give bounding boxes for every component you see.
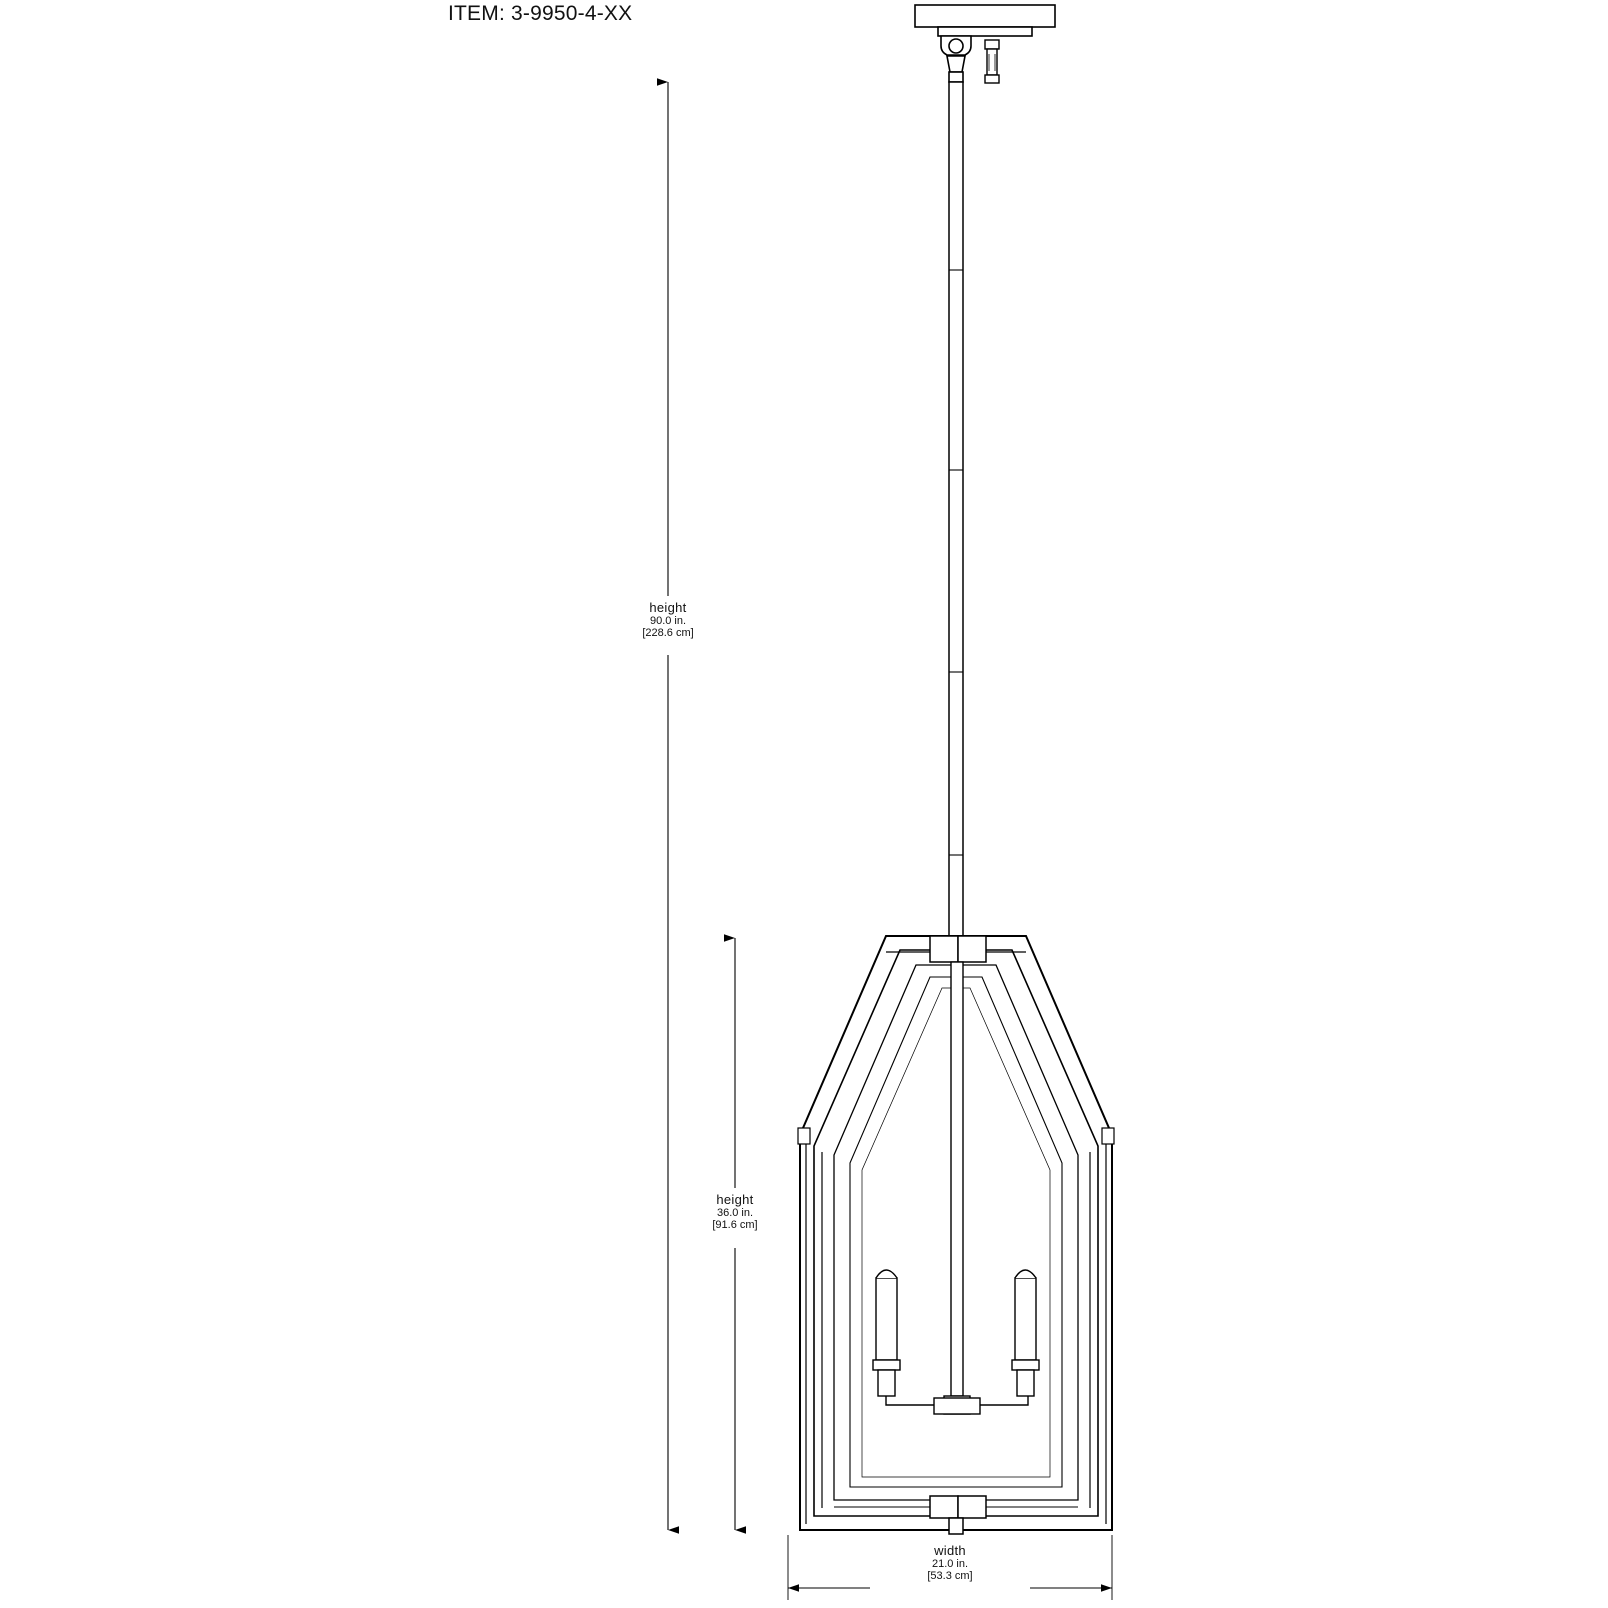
bottom-finial bbox=[949, 1518, 963, 1534]
width-name: width bbox=[934, 1543, 966, 1558]
top-cross-bar bbox=[886, 936, 1026, 962]
bottom-cross-bar bbox=[834, 1496, 1078, 1518]
center-stem bbox=[944, 962, 970, 1414]
overall-height-metric: [228.6 cm] bbox=[642, 627, 694, 639]
fixture-height-name: height bbox=[716, 1192, 754, 1207]
overall-height-inches: 90.0 in. bbox=[649, 614, 687, 627]
fixture-height-inches: 36.0 in. bbox=[716, 1206, 754, 1219]
hanging-loop bbox=[941, 36, 971, 82]
candle-sleeve-left bbox=[873, 1270, 900, 1396]
candle-sleeve-right bbox=[1012, 1270, 1039, 1396]
item-number-label: ITEM: 3-9950-4-XX bbox=[448, 2, 633, 25]
width-metric: [53.3 cm] bbox=[927, 1570, 973, 1582]
fixture-height-metric: [91.6 cm] bbox=[712, 1219, 758, 1231]
overall-height-name: height bbox=[649, 600, 687, 615]
downrod bbox=[949, 82, 963, 938]
canopy-plate bbox=[915, 5, 1055, 36]
wire-connector-icon bbox=[985, 40, 999, 83]
width-inches: 21.0 in. bbox=[931, 1557, 969, 1570]
